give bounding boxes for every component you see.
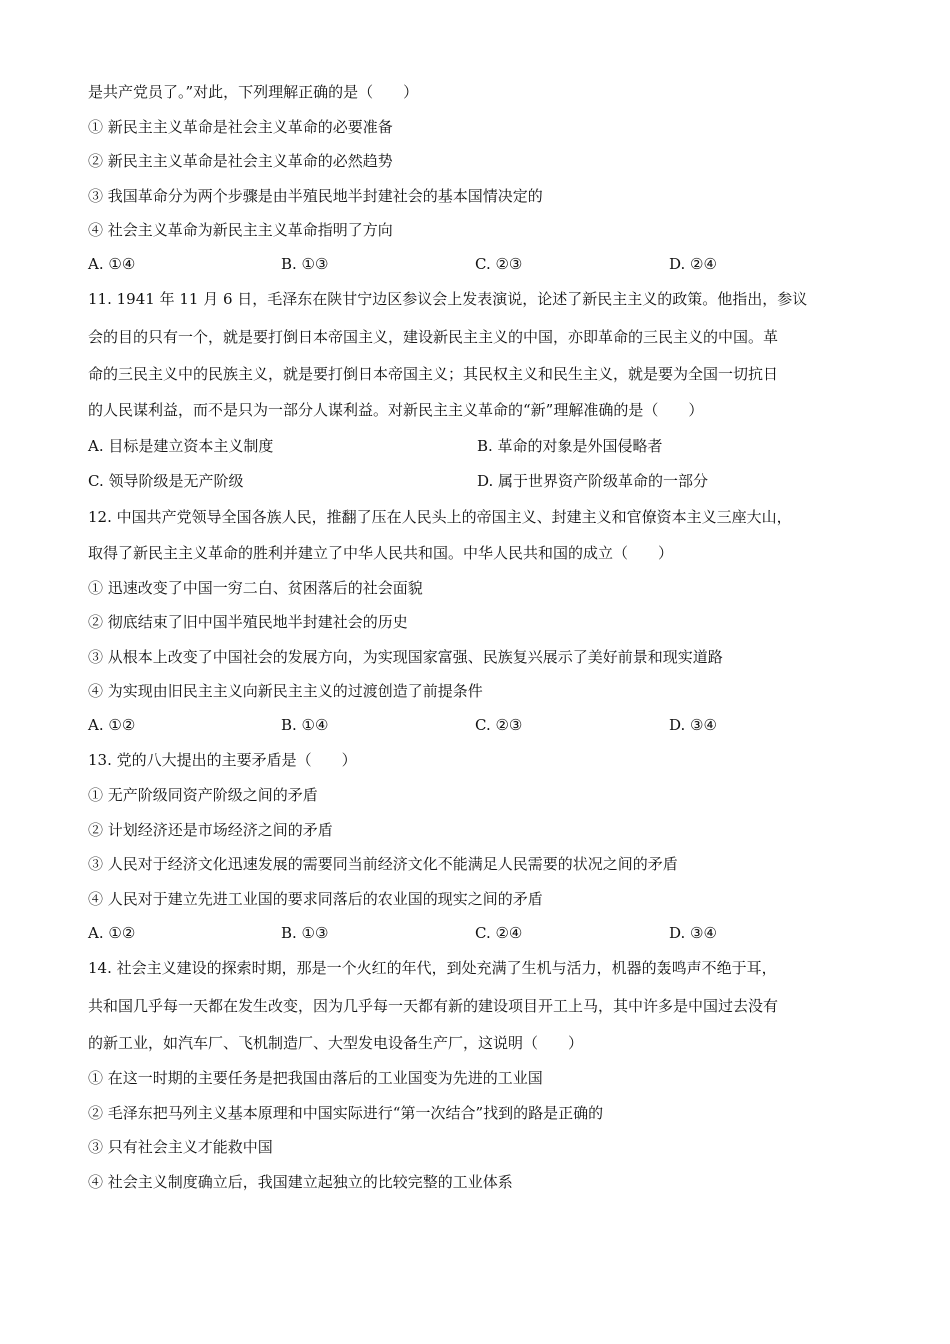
q13-statement-2: ② 计划经济还是市场经济之间的矛盾 xyxy=(88,821,333,839)
q12-option-c[interactable]: C. ②③ xyxy=(475,716,523,734)
q12-option-d[interactable]: D. ③④ xyxy=(669,716,717,734)
q10-option-a[interactable]: A. ①④ xyxy=(88,255,136,273)
q13-options xyxy=(88,922,868,944)
q11-stem-line-2: 会的目的只有一个，就是要打倒日本帝国主义，建设新民主主义的中国，亦即革命的三民主义的中国。革 xyxy=(88,328,779,346)
q13-option-c[interactable]: C. ②④ xyxy=(475,924,523,942)
q12-option-a[interactable]: A. ①② xyxy=(88,716,136,734)
q10-option-c[interactable]: C. ②③ xyxy=(475,255,523,273)
q13-option-b[interactable]: B. ①③ xyxy=(281,924,329,942)
q10-statement-3: ③ 我国革命分为两个步骤是由半殖民地半封建社会的基本国情决定的 xyxy=(88,187,543,205)
q12-option-b[interactable]: B. ①④ xyxy=(281,716,329,734)
q14-stem-line-1: 14. 社会主义建设的探索时期，那是一个火红的年代，到处充满了生机与活力，机器的轰鸣声不绝于耳， xyxy=(88,959,777,977)
q12-options xyxy=(88,714,868,736)
q13-statement-1: ① 无产阶级同资产阶级之间的矛盾 xyxy=(88,786,318,804)
q11-stem-line-1: 11. 1941 年 11 月 6 日，毛泽东在陕甘宁边区参议会上发表演说，论述了新民主主义的政策。他指出，参议 xyxy=(88,290,808,308)
q11-option-d[interactable]: D. 属于世界资产阶级革命的一部分 xyxy=(477,472,709,490)
q14-statement-3: ③ 只有社会主义才能救中国 xyxy=(88,1138,273,1156)
q14-statement-1: ① 在这一时期的主要任务是把我国由落后的工业国变为先进的工业国 xyxy=(88,1069,543,1087)
q13-statement-4: ④ 人民对于建立先进工业国的要求同落后的农业国的现实之间的矛盾 xyxy=(88,890,543,908)
q12-statement-1: ① 迅速改变了中国一穷二白、贫困落后的社会面貌 xyxy=(88,579,423,597)
q10-statement-4: ④ 社会主义革命为新民主主义革命指明了方向 xyxy=(88,221,393,239)
q11-stem-line-3: 命的三民主义中的民族主义，就是要打倒日本帝国主义；其民权主义和民生主义，就是要为全国一切抗日 xyxy=(88,365,779,383)
q10-option-d[interactable]: D. ②④ xyxy=(669,255,717,273)
q12-statement-2: ② 彻底结束了旧中国半殖民地半封建社会的历史 xyxy=(88,613,408,631)
q14-statement-4: ④ 社会主义制度确立后，我国建立起独立的比较完整的工业体系 xyxy=(88,1173,513,1191)
q11-option-a[interactable]: A. 目标是建立资本主义制度 xyxy=(88,437,274,455)
q12-stem-line-1: 12. 中国共产党领导全国各族人民，推翻了压在人民头上的帝国主义、封建主义和官僚资本主义三座大山， xyxy=(88,508,792,526)
q10-option-b[interactable]: B. ①③ xyxy=(281,255,329,273)
q14-stem-line-3: 的新工业，如汽车厂、飞机制造厂、大型发电设备生产厂，这说明（ ） xyxy=(88,1034,584,1052)
q12-statement-4: ④ 为实现由旧民主主义向新民主主义的过渡创造了前提条件 xyxy=(88,682,483,700)
q12-statement-3: ③ 从根本上改变了中国社会的发展方向，为实现国家富强、民族复兴展示了美好前景和现实道路 xyxy=(88,648,723,666)
q11-stem-line-4: 的人民谋利益，而不是只为一部分人谋利益。对新民主主义革命的“新”理解准确的是（ ） xyxy=(88,401,704,419)
q11-option-b[interactable]: B. 革命的对象是外国侵略者 xyxy=(477,437,663,455)
q14-stem-line-2: 共和国几乎每一天都在发生改变，因为几乎每一天都有新的建设项目开工上马，其中许多是中国过去没有 xyxy=(88,997,779,1015)
q13-option-d[interactable]: D. ③④ xyxy=(669,924,717,942)
q11-option-c[interactable]: C. 领导阶级是无产阶级 xyxy=(88,472,244,490)
q13-statement-3: ③ 人民对于经济文化迅速发展的需要同当前经济文化不能满足人民需要的状况之间的矛盾 xyxy=(88,855,678,873)
q11-options-row-1 xyxy=(88,435,868,457)
q13-option-a[interactable]: A. ①② xyxy=(88,924,136,942)
q10-options xyxy=(88,253,868,275)
q12-stem-line-2: 取得了新民主主义革命的胜利并建立了中华人民共和国。中华人民共和国的成立（ ） xyxy=(88,544,674,562)
q10-statement-2: ② 新民主主义革命是社会主义革命的必然趋势 xyxy=(88,152,393,170)
q10-stem-tail: 是共产党员了。”对此，下列理解正确的是（ ） xyxy=(88,83,419,101)
q11-options-row-2 xyxy=(88,470,868,492)
q10-statement-1: ① 新民主主义革命是社会主义革命的必要准备 xyxy=(88,118,393,136)
q14-statement-2: ② 毛泽东把马列主义基本原理和中国实际进行“第一次结合”找到的路是正确的 xyxy=(88,1104,604,1122)
q13-stem: 13. 党的八大提出的主要矛盾是（ ） xyxy=(88,751,357,769)
